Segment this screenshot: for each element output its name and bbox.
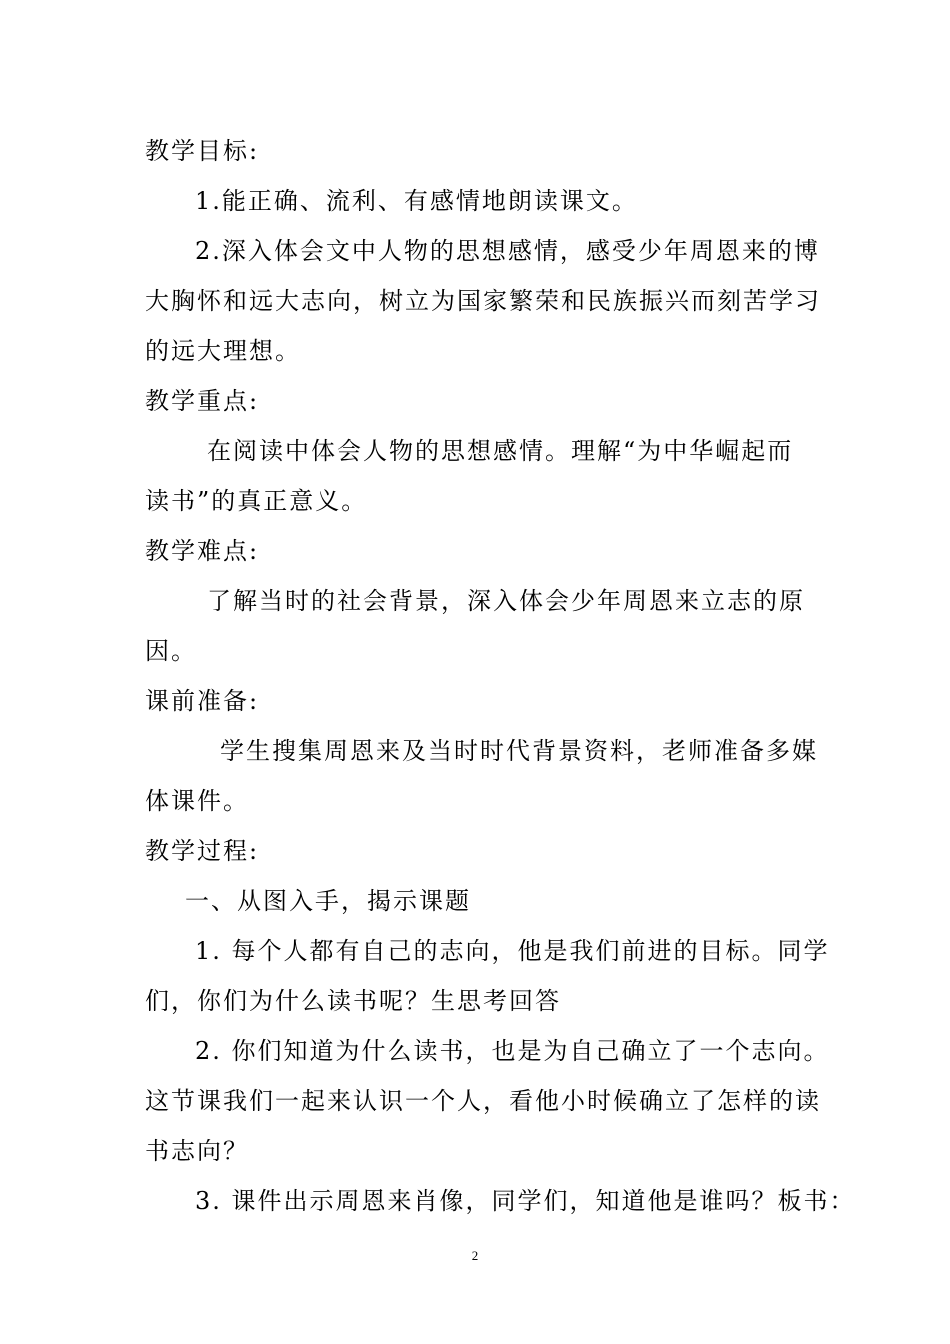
paragraph-line: 2.深入体会文中人物的思想感情，感受少年周恩来的博 (195, 237, 820, 265)
paragraph-line: 1. 每个人都有自己的志向，他是我们前进的目标。同学 (195, 937, 830, 965)
section-heading: 一、从图入手，揭示课题 (185, 887, 471, 915)
paragraph-line: 书志向？ (145, 1137, 249, 1165)
paragraph-line: 们，你们为什么读书呢？生思考回答 (145, 987, 561, 1015)
heading-teaching-objectives: 教学目标: (145, 137, 260, 165)
paragraph-line: 大胸怀和远大志向，树立为国家繁荣和民族振兴而刻苦学习 (145, 287, 821, 315)
paragraph-line: 3. 课件出示周恩来肖像，同学们，知道他是谁吗？板书： (195, 1187, 856, 1215)
paragraph-line: 这节课我们一起来认识一个人，看他小时候确立了怎样的读 (145, 1087, 821, 1115)
paragraph-line: 的远大理想。 (145, 337, 301, 365)
page-number: 2 (471, 1248, 479, 1263)
heading-teaching-difficulty: 教学难点: (145, 537, 260, 565)
paragraph-line: 体课件。 (145, 787, 249, 815)
paragraph-line: 在阅读中体会人物的思想感情。理解“为中华崛起而 (207, 437, 794, 465)
heading-teaching-focus: 教学重点: (145, 387, 260, 415)
paragraph-line: 学生搜集周恩来及当时时代背景资料，老师准备多媒 (220, 737, 818, 765)
paragraph-line: 1.能正确、流利、有感情地朗读课文。 (195, 187, 638, 215)
heading-teaching-process: 教学过程: (145, 837, 260, 865)
paragraph-line: 2. 你们知道为什么读书，也是为自己确立了一个志向。 (195, 1037, 830, 1065)
paragraph-line: 因。 (145, 637, 197, 665)
paragraph-line: 了解当时的社会背景，深入体会少年周恩来立志的原 (207, 587, 805, 615)
paragraph-line: 读书”的真正意义。 (145, 487, 368, 515)
heading-preparation: 课前准备: (145, 687, 260, 715)
